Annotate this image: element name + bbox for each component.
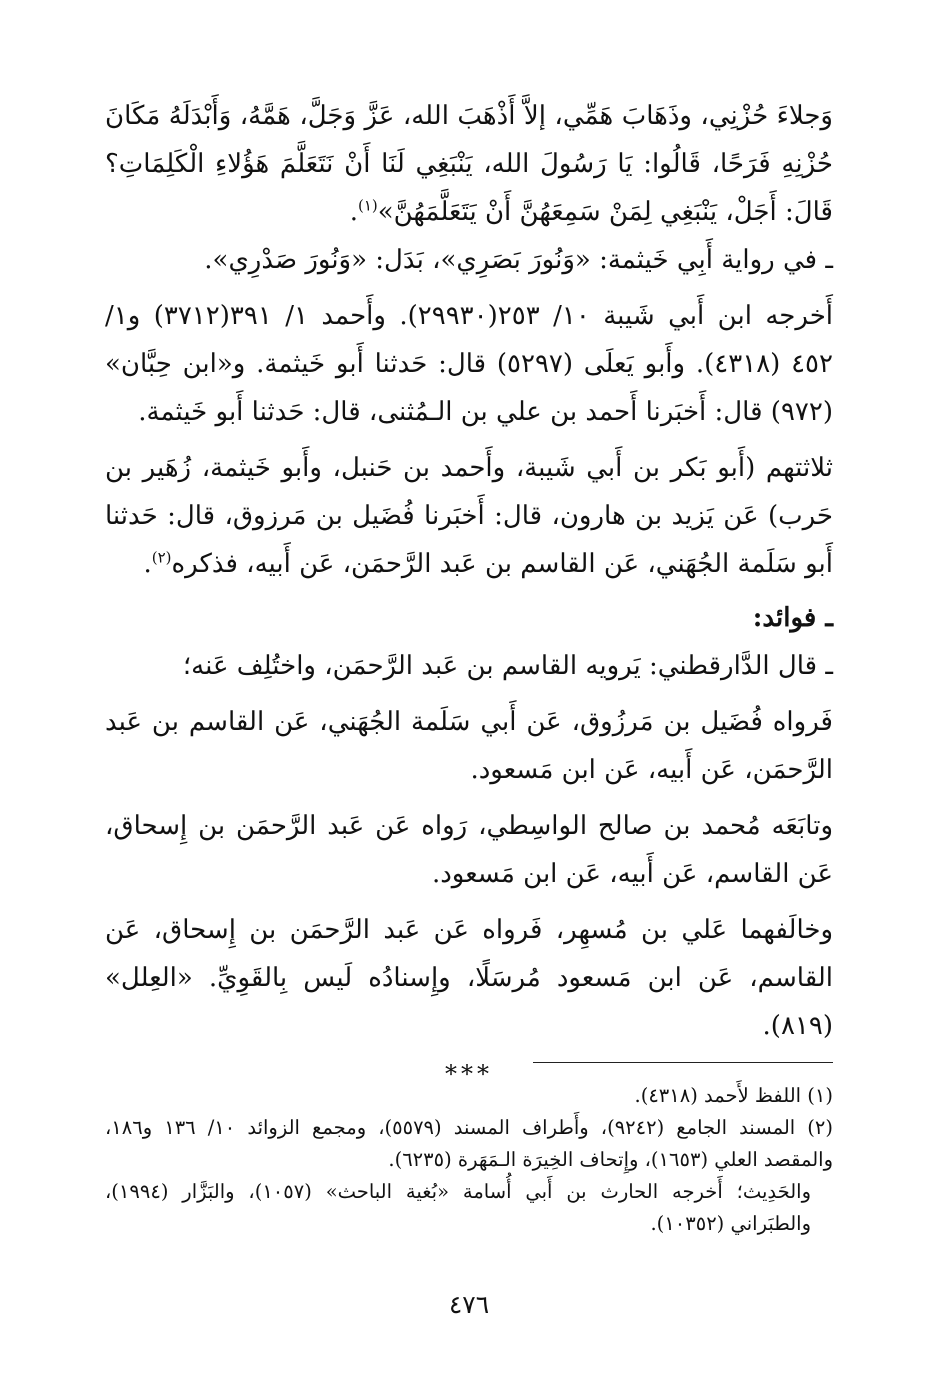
paragraph-riwaya-note: ـ في رواية أَبِي خَيثمة: «وَنُورَ بَصَرِي»، بَدَل: «وَنُورَ صَدْرِي». — [204, 245, 833, 275]
footnote-2-continued: والحَدِيث؛ أَخرجه الحارث بن أَبي أُسامة «بُغية الباحث» (١٠٥٧)، والبَزَّار (١٩٩٤)، والطبَراني (١٠٣٥٢). — [105, 1180, 811, 1235]
page-number: ٤٧٦ — [448, 1290, 490, 1319]
section-heading-fawaid: ـ فوائد: — [752, 603, 833, 633]
paragraph-rawah: فَرواه فُضَيل بن مَرزُوق، عَن أَبي سَلَمة الجُهَني، عَن القاسم بن عَبد الرَّحمَن، عَن أَبيه، عَن ابن مَسعود. — [105, 707, 833, 785]
paragraph-isnad — [105, 444, 833, 588]
isnad-text: ثلاثتهم (أَبو بَكر بن أَبي شَيبة، وأَحمد بن حَنبل، وأَبو خَيثمة، زُهَير بن حَرب) عَن يَزيد بن هارون، قال: أَخبَرنا فُضَيل بن مَرزوق، قال: حَدثنا أَبو سَلَمة الجُهَني، عَن القاسم بن عَبد الرَّحمَن، عَن أَبيه، فذكره — [105, 453, 833, 579]
footnote-2: (٢) المسند الجامع (٩٢٤٢)، وأَطراف المسند (٥٥٧٩)، ومجمع الزوائد ١٠/ ١٣٦ و١٨٦، والمقصد العلي (١٦٥٣)، وإِتحاف الخِيرَة الـمَهَرة (٦٢٣٥). — [105, 1116, 834, 1171]
paragraph-tabaahu: وتابَعَه مُحمد بن صالح الواسِطي، رَواه عَن عَبد الرَّحمَن بن إِسحاق، عَن القاسم، عَن أَبيه، عَن ابن مَسعود. — [105, 811, 833, 889]
punctuation: . — [349, 197, 358, 227]
footnote-separator — [533, 1062, 833, 1063]
footnote-ref-2[interactable]: (٢) — [151, 548, 172, 567]
punctuation: . — [143, 549, 152, 579]
hadith-text: وَجلاءَ حُزْنِي، وذَهَابَ هَمِّي، إلاَّ أَذْهَبَ الله، عَزَّ وَجَلَّ، هَمَّهُ، وَأَبْدَلَهُ مَكَانَ حُزْنِهِ فَرَحًا، قَالُوا: يَا رَسُولَ الله، يَنْبَغِي لَنَا أَنْ نَتَعَلَّمَ هَؤُلاءِ الْكَلِمَاتِ؟ قَالَ: أَجَلْ، يَنْبَغِي لِمَنْ سَمِعَهُنَّ أَنْ يَتَعَلَّمَهُنَّ» — [105, 101, 833, 227]
footnote-1: (١) اللفظ لأَحمد (٤٣١٨). — [634, 1084, 833, 1107]
footnotes — [105, 1080, 833, 1240]
paragraph-takhrij: أَخرجه ابن أَبي شَيبة ١٠/ ٢٥٣(٢٩٩٣٠). وأَحمد ١/ ٣٩١(٣٧١٢) و١/ ٤٥٢ (٤٣١٨). وأَبو يَعلَى (٥٢٩٧) قال: حَدثنا أَبو خَيثمة. و«ابن حِبَّان» (٩٧٢) قال: أَخبَرنا أَحمد بن علي بن الـمُثنى، قال: حَدثنا أَبو خَيثمة. — [105, 301, 834, 427]
paragraph-hadith-text — [105, 92, 833, 236]
section-divider-stars: *** — [445, 1060, 493, 1088]
footnote-ref-1[interactable]: (١) — [357, 196, 378, 215]
main-text — [105, 92, 833, 1094]
paragraph-daraqutni: ـ قال الدَّارقطني: يَرويه القاسم بن عَبد الرَّحمَن، واختُلِف عَنه؛ — [182, 651, 833, 681]
paragraph-khalafahuma: وخالَفهما عَلي بن مُسهِر، فَرواه عَن عَبد الرَّحمَن بن إِسحاق، عَن القاسم، عَن ابن مَسعود مُرسَلًا، وإِسنادُه لَيس بِالقَوِيِّ. «العِلل» (٨١٩). — [105, 915, 833, 1041]
